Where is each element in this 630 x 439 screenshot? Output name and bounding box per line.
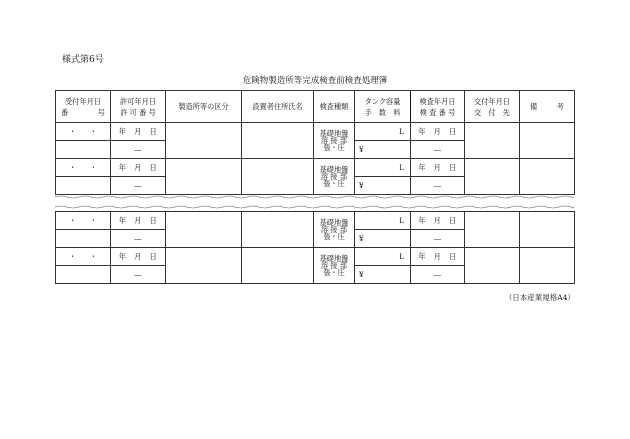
ledger-table-bottom: ・ ・ 年 月 日 基礎地盤 溶 接 部 張・圧 L 年 月 日 ― ¥ ― ・ ・ 年 月 日 基礎地盤 溶 接 部 張・圧 L 年 月 日 ― ¥ ― — [55, 211, 575, 284]
header-inspection-date: 検査年月日 検 査 番 号 — [411, 91, 465, 123]
break-line-top — [55, 195, 574, 199]
paper-size-note: （日本産業規格A4） — [504, 293, 575, 302]
ledger-table-top: 受付年月日 番 号 許可年月日 許 可 番 号 製造所等の区分 設置者住所氏名 検査種類 タンク容量 手 数 料 検査年月日 検 査 番 号 交付年月日 交 付 先 備 考 ・ ・ 年 月 日 基礎地盤 溶 接 部 張・圧 L 年 月 日 ― ¥ ― ・ ・ 年 月 日 基礎地盤 溶 接 部 張・圧 L 年 月 日 ― ¥ ― — [55, 90, 575, 195]
header-remarks: 備 考 — [520, 91, 575, 123]
header-permit: 許可年月日 許 可 番 号 — [111, 91, 166, 123]
form-number: 様式第6号 — [62, 55, 104, 65]
record-row: ・ ・ 年 月 日 基礎地盤 溶 接 部 張・圧 L 年 月 日 — [56, 123, 575, 141]
page-title: 危険物製造所等完成検査前検査処理簿 — [242, 76, 388, 86]
header-facility-type: 製造所等の区分 — [166, 91, 242, 123]
record-row: ・ ・ 年 月 日 基礎地盤 溶 接 部 張・圧 L 年 月 日 — [56, 248, 575, 266]
record-row: ・ ・ 年 月 日 基礎地盤 溶 接 部 張・圧 L 年 月 日 — [56, 159, 575, 177]
break-line-bottom — [55, 205, 574, 209]
header-inspection-type: 検査種類 — [314, 91, 355, 123]
header-installer: 設置者住所氏名 — [242, 91, 314, 123]
header-issue: 交付年月日 交 付 先 — [465, 91, 520, 123]
header-tank-fee: タンク容量 手 数 料 — [355, 91, 411, 123]
header-reception: 受付年月日 番 号 — [56, 91, 111, 123]
record-row: ・ ・ 年 月 日 基礎地盤 溶 接 部 張・圧 L 年 月 日 — [56, 212, 575, 230]
